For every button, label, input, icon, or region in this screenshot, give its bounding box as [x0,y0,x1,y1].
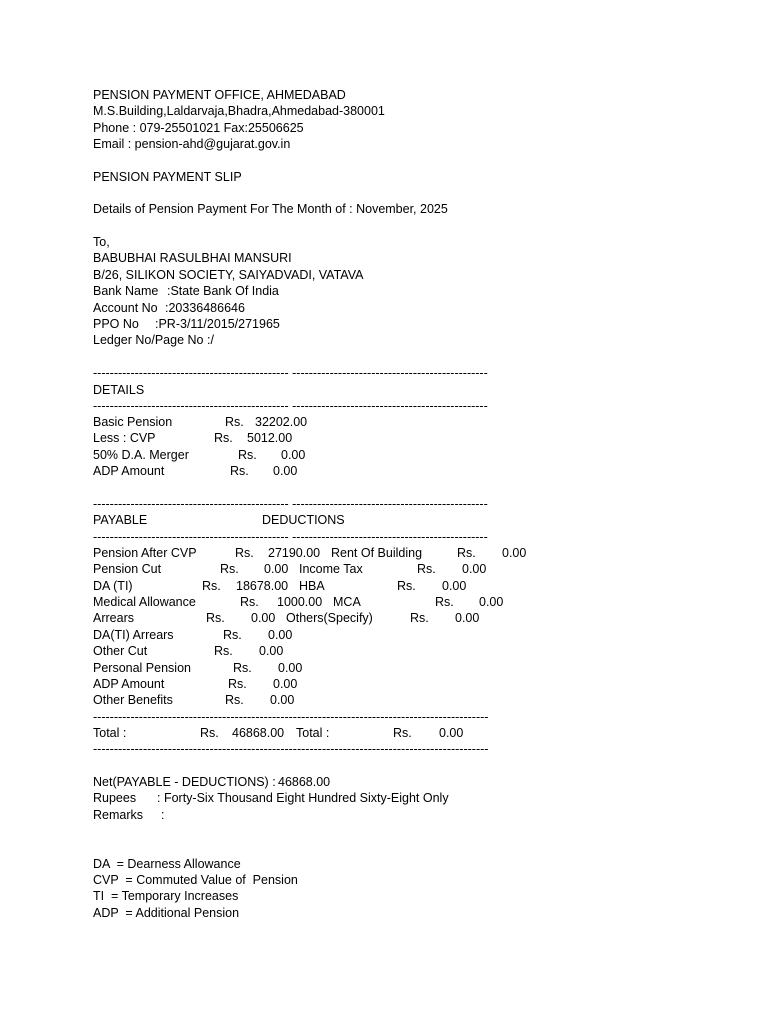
total-payable-rs: Rs. [200,726,219,740]
total-deductions-label: Total : [296,726,330,740]
total-deductions-rs: Rs. [393,726,412,740]
remarks-label: Remarks [93,808,144,822]
details-label: 50% D.A. Merger [93,448,189,462]
remarks-value: : [161,808,165,822]
payable-label: Other Cut [93,644,148,658]
legend-ti: TI = Temporary Increases [93,889,239,903]
payable-rs: Rs. [214,644,233,658]
deduction-amount: 0.00 [502,546,527,560]
office-name: PENSION PAYMENT OFFICE, AHMEDABAD [93,88,346,102]
deduction-label: HBA [299,579,325,593]
rupees-in-words: : Forty-Six Thousand Eight Hundred Sixty-Eight Only [157,791,449,805]
payable-amount: 27190.00 [268,546,321,560]
payable-amount: 0.00 [273,677,298,691]
payable-label: Personal Pension [93,661,191,675]
payable-rs: Rs. [223,628,242,642]
payable-rs: Rs. [235,546,254,560]
payable-amount: 1000.00 [277,595,323,609]
divider: ----------------------------------------------- ----------------------------------------------- [93,497,488,511]
payable-amount: 18678.00 [236,579,289,593]
payable-rs: Rs. [206,611,225,625]
pensioner-address: B/26, SILIKON SOCIETY, SAIYADVADI, VATAVA [93,268,364,282]
month-details: Details of Pension Payment For The Month of : November, 2025 [93,202,448,216]
divider: ----------------------------------------------------------------------------------------------- [93,742,489,756]
payable-rs: Rs. [202,579,221,593]
net-label: Net(PAYABLE - DEDUCTIONS) : [93,775,276,789]
divider: ----------------------------------------------- ----------------------------------------------- [93,366,488,380]
payable-amount: 0.00 [268,628,293,642]
bank-name-value: :State Bank Of India [167,284,279,298]
total-deductions-amount: 0.00 [439,726,464,740]
deduction-rs: Rs. [457,546,476,560]
deduction-rs: Rs. [435,595,454,609]
details-heading: DETAILS [93,383,145,397]
legend-da: DA = Dearness Allowance [93,857,241,871]
details-rs: Rs. [238,448,257,462]
deduction-label: Others(Specify) [286,611,373,625]
bank-name-label: Bank Name [93,284,159,298]
ledger-line: Ledger No/Page No :/ [93,333,214,347]
divider: ----------------------------------------------- ----------------------------------------------- [93,530,488,544]
payable-rs: Rs. [220,562,239,576]
pensioner-name: BABUBHAI RASULBHAI MANSURI [93,251,292,265]
office-email: Email : pension-ahd@gujarat.gov.in [93,137,291,151]
details-amount: 0.00 [273,464,298,478]
payable-label: Pension After CVP [93,546,197,560]
payable-rs: Rs. [233,661,252,675]
payable-label: Pension Cut [93,562,162,576]
account-no-label: Account No [93,301,158,315]
deduction-rs: Rs. [410,611,429,625]
rupees-label: Rupees [93,791,137,805]
net-amount: 46868.00 [278,775,331,789]
payable-amount: 0.00 [251,611,276,625]
deduction-label: Rent Of Building [331,546,423,560]
details-amount: 0.00 [281,448,306,462]
total-payable-amount: 46868.00 [232,726,285,740]
slip-title: PENSION PAYMENT SLIP [93,170,242,184]
payable-amount: 0.00 [278,661,303,675]
deduction-rs: Rs. [397,579,416,593]
details-rs: Rs. [230,464,249,478]
payable-amount: 0.00 [259,644,284,658]
payable-label: ADP Amount [93,677,165,691]
payable-label: DA (TI) [93,579,133,593]
divider: ----------------------------------------------------------------------------------------------- [93,710,489,724]
details-rs: Rs. [225,415,244,429]
payable-heading: PAYABLE [93,513,148,527]
office-phone: Phone : 079-25501021 Fax:25506625 [93,121,304,135]
payable-label: DA(TI) Arrears [93,628,174,642]
details-amount: 32202.00 [255,415,308,429]
deduction-amount: 0.00 [455,611,480,625]
details-label: ADP Amount [93,464,165,478]
details-label: Less : CVP [93,431,156,445]
deduction-amount: 0.00 [462,562,487,576]
ppo-no-label: PPO No [93,317,139,331]
deduction-amount: 0.00 [479,595,504,609]
deduction-label: Income Tax [299,562,363,576]
payable-rs: Rs. [240,595,259,609]
payable-rs: Rs. [225,693,244,707]
legend-adp: ADP = Additional Pension [93,906,240,920]
deduction-label: MCA [333,595,361,609]
payable-label: Medical Allowance [93,595,196,609]
payable-amount: 0.00 [264,562,289,576]
details-rs: Rs. [214,431,233,445]
payable-label: Arrears [93,611,134,625]
payable-label: Other Benefits [93,693,173,707]
account-no-value: :20336486646 [165,301,245,315]
deduction-amount: 0.00 [442,579,467,593]
payable-rs: Rs. [228,677,247,691]
to-line: To, [93,235,110,249]
ppo-no-value: :PR-3/11/2015/271965 [155,317,280,331]
deduction-rs: Rs. [417,562,436,576]
legend-cvp: CVP = Commuted Value of Pension [93,873,298,887]
payable-amount: 0.00 [270,693,295,707]
deductions-heading: DEDUCTIONS [262,513,345,527]
details-label: Basic Pension [93,415,173,429]
office-address: M.S.Building,Laldarvaja,Bhadra,Ahmedabad-380001 [93,104,385,118]
total-payable-label: Total : [93,726,127,740]
details-amount: 5012.00 [247,431,293,445]
divider: ----------------------------------------------- ----------------------------------------------- [93,399,488,413]
